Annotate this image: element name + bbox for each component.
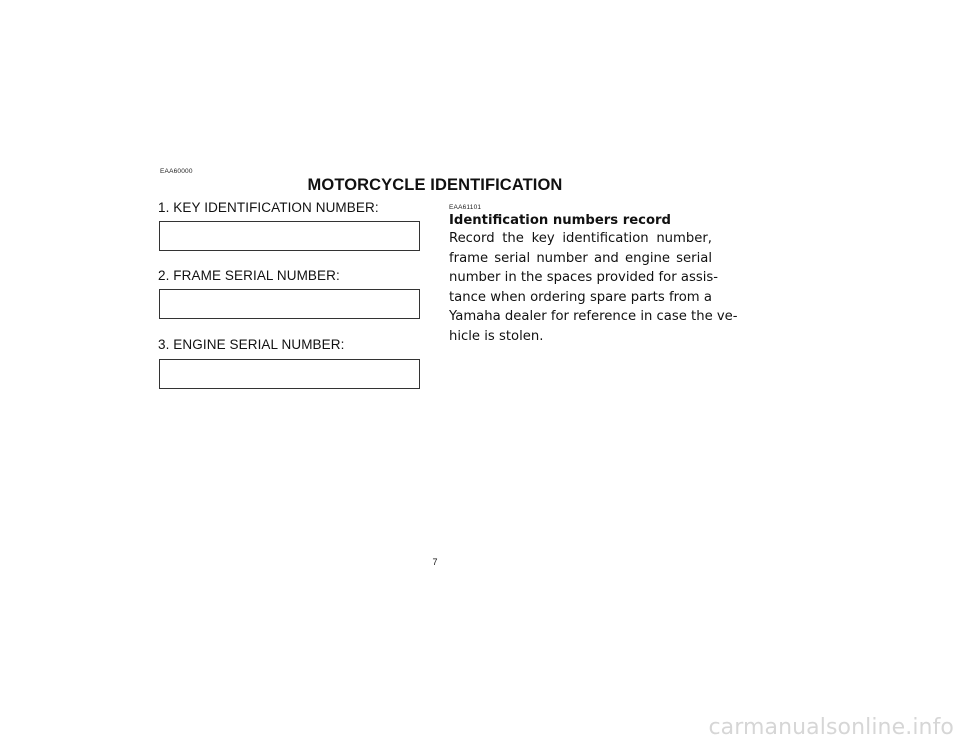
body-line: hicle is stolen. — [449, 328, 544, 344]
body-line: Record the key identification number, — [449, 231, 712, 246]
engine-serial-label: 3. ENGINE SERIAL NUMBER: — [158, 337, 345, 352]
body-line: frame serial number and engine serial — [449, 250, 712, 266]
page-number: 7 — [432, 557, 438, 567]
frame-serial-field[interactable] — [159, 289, 420, 319]
page-title: MOTORCYCLE IDENTIFICATION — [307, 176, 563, 194]
body-line: number in the spaces provided for assis- — [449, 270, 718, 285]
key-number-field[interactable] — [159, 221, 420, 251]
key-number-label: 1. KEY IDENTIFICATION NUMBER: — [158, 200, 379, 215]
header-code: EAA60000 — [160, 168, 193, 175]
body-line: Yamaha dealer for reference in case the ve- — [449, 309, 738, 324]
engine-serial-field[interactable] — [159, 359, 420, 389]
body-line: tance when ordering spare parts from a — [449, 289, 712, 305]
section-code: EAA61101 — [449, 204, 482, 211]
watermark: carmanualsonline.info — [708, 715, 954, 740]
section-body — [449, 229, 738, 346]
frame-serial-label: 2. FRAME SERIAL NUMBER: — [158, 268, 340, 283]
section-heading: Identification numbers record — [449, 213, 671, 228]
